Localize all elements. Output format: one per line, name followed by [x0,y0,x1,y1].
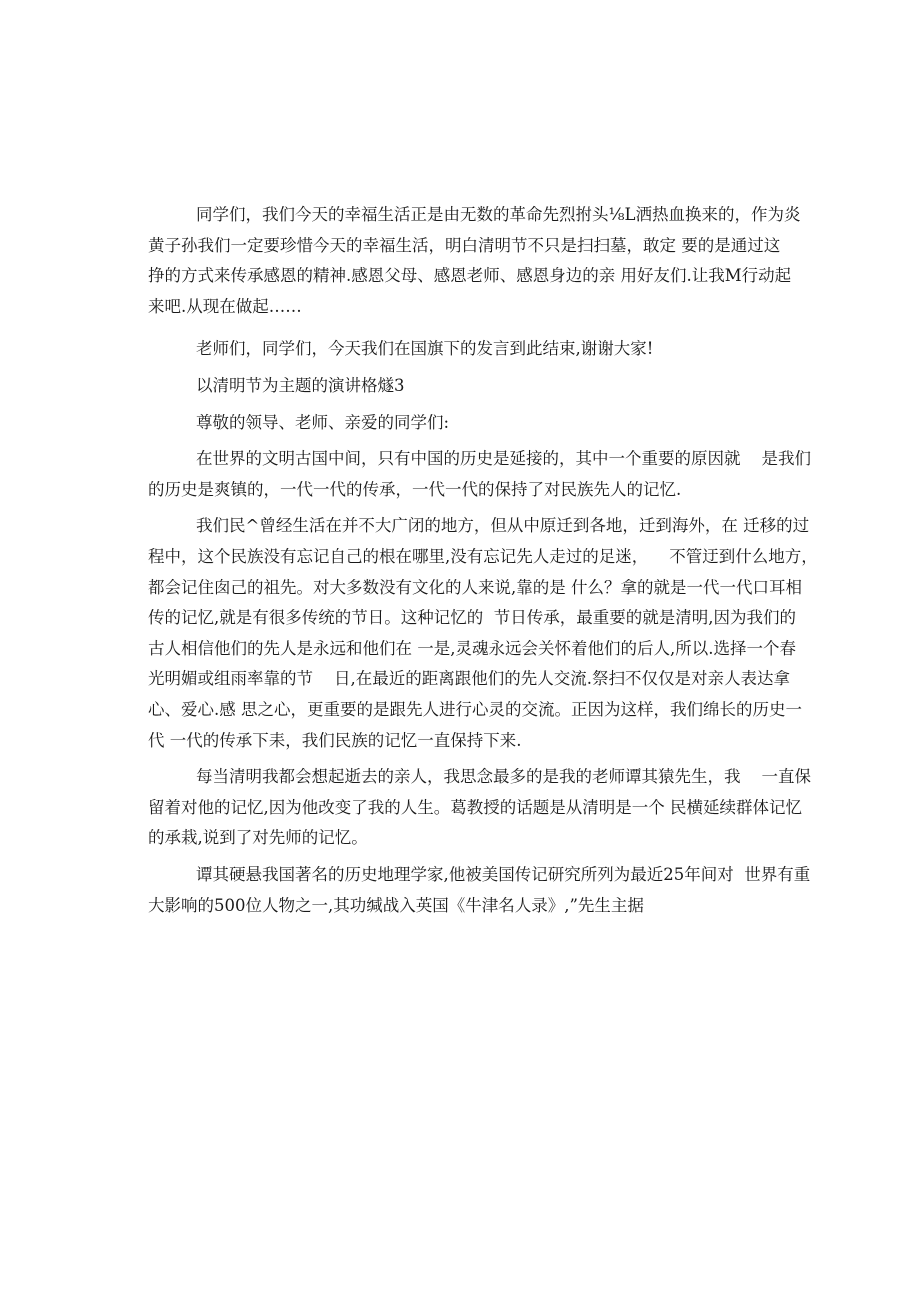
paragraph-line: 古人相信他们的先人是永远和他们在 一是,灵魂永远会关怀着他们的后人,所以.选择一个春 [148,638,796,658]
paragraph-line: 心、爱心.感 思之心，更重要的是跟先人进行心灵的交流。正因为这样，我们绵长的历史一 [148,699,802,719]
paragraph-line: 传的记忆,就是有很多传统的节日。这种记忆的 节日传承，最重要的就是清明,因为我们的 [148,608,796,628]
paragraph-line: 的历史是爽镇的，一代一代的传承，一代一代的保持了对民族先人的记忆. [148,479,682,499]
paragraph-line: 以清明节为主题的演讲格燧3 [196,376,405,395]
paragraph-line: 光明媚或组雨率靠的节 日,在最近的距离跟他们的先人交流.祭扫不仅仅是对亲人表达拿 [148,669,790,689]
paragraph-line: 每当清明我都会想起逝去的亲人，我思念最多的是我的老师谭其猿先生，我 一直保 [196,767,811,787]
paragraph-line: 我们民^曾经生活在并不大广闭的地方，但从中原迁到各地，迁到海外，在 迁移的过 [196,516,810,536]
paragraph-line: 来吧.从现在做起…… [148,296,302,316]
paragraph-line: 的承栽,说到了对先师的记忆。 [148,828,368,848]
paragraph-line: 大影响的500位人物之一,其功缄战入英国《牛津名人录》,”先生主据 [148,895,644,915]
paragraph-line: 程中，这个民族没有忘记自己的根在哪里,没有忘记先人走过的足迷， 不管迂到什么地方， [148,546,818,566]
paragraph-line: 谭其硬悬我国著名的历史地理学家,他被美国传记研究所列为最近25年间对 世界有重 [196,865,811,884]
paragraph-line: 老师们，同学们，今天我们在国旗下的发言到此结束,谢谢大家! [196,339,654,359]
paragraph-line: 尊敬的领导、老师、亲爱的同学们: [196,412,450,432]
paragraph-line: 同学们，我们今天的幸福生活正是由无数的革命先烈拊头⅛L洒热血换来的，作为炎 [196,205,801,224]
paragraph-line: 挣的方式来传承感恩的精神.感恩父母、感恩老师、感恩身边的亲 用好友们.让我M行动起 [148,266,792,286]
paragraph-line: 代 一代的传承下耒，我们民族的记忆一直保持下来. [148,730,522,750]
paragraph-line: 都会记住囱己的祖先。对大多数没有文化的人来说,靠的是 什么？拿的就是一代一代口耳相 [148,577,802,597]
paragraph-line: 留着对他的记忆,因为他改变了我的人生。葛教授的话题是从清明是一个 民横延续群体记忆 [148,797,802,817]
paragraph-line: 黄子孙我们一定要珍惜今天的幸福生活，明白清明节不只是扫扫墓，敢定 要的是通过这 [148,235,781,255]
paragraph-line: 在世界的文明古国中间，只有中国的历史是延接的，其中一个重要的原因就 是我们 [196,449,811,469]
